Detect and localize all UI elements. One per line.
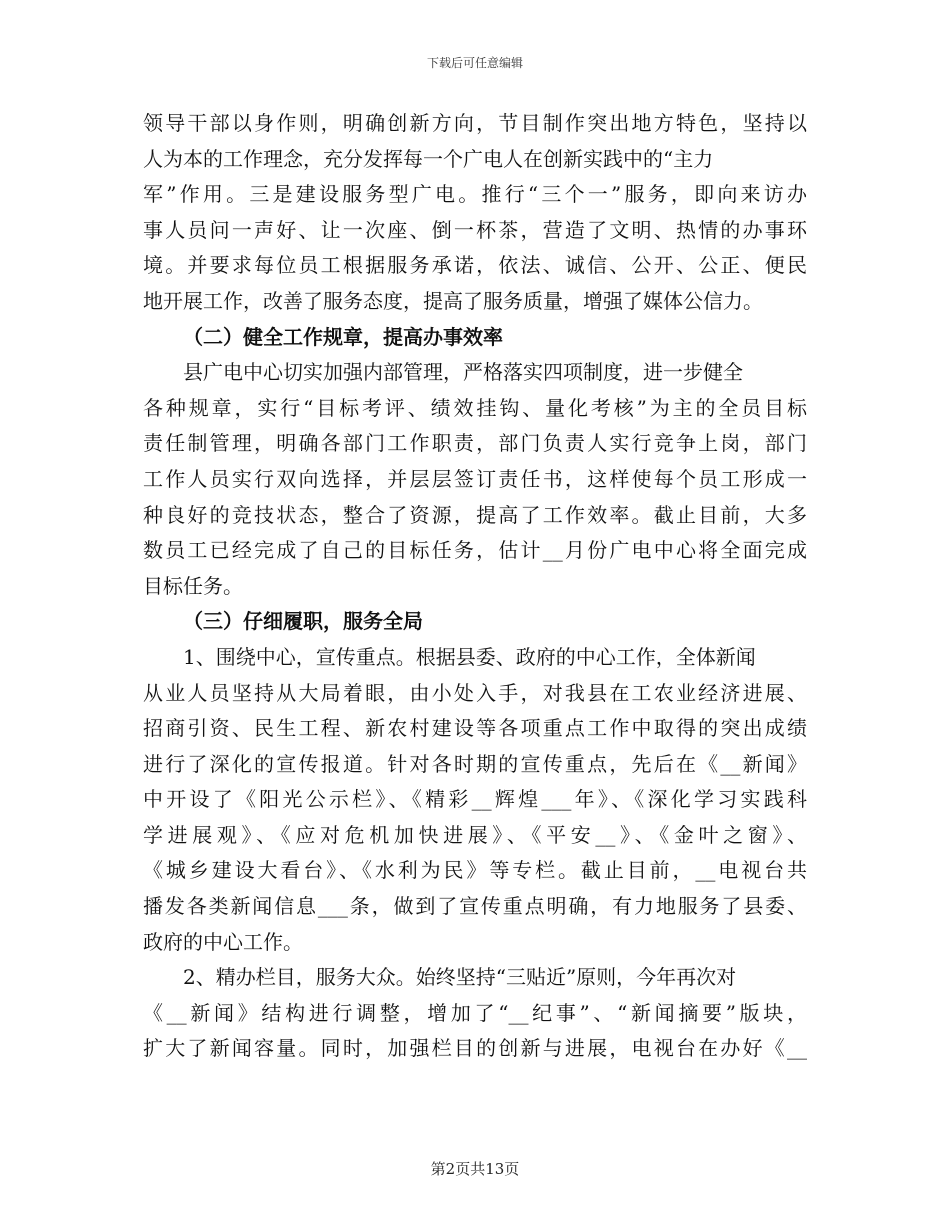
page-header: 下载后可任意编辑 xyxy=(426,56,523,70)
text-line: 领导干部以身作则，明确创新方向，节目制作突出地方特色，坚持以 xyxy=(143,111,807,135)
text-line: 军”作用。三是建设服务型广电。推行“三个一”服务，即向来访办 xyxy=(143,182,807,207)
text-line: 种良好的竞技状态，整合了资源，提高了工作效率。截止目前，大多 xyxy=(143,502,807,527)
text-line: 2、精办栏目，服务大众。始终坚持“三贴近”原则，今年再次对 xyxy=(183,965,737,990)
text-line: 各种规章，实行“目标考评、绩效挂钩、量化考核”为主的全员目标 xyxy=(143,395,807,420)
text-line: 县广电中心切实加强内部管理，严格落实四项制度，进一步健全 xyxy=(183,360,743,385)
text-line: 招商引资、民生工程、新农村建设等各项重点工作中取得的突出成绩 xyxy=(143,716,807,741)
section-heading: （二）健全工作规章，提高办事效率 xyxy=(183,324,503,349)
document-body xyxy=(143,106,807,1067)
text-line: 播发各类新闻信息___条，做到了宣传重点明确，有力地服务了县委、 xyxy=(143,894,807,919)
text-line: 地开展工作，改善了服务态度，提高了服务质量，增强了媒体公信力。 xyxy=(143,288,763,313)
text-line: 事人员问一声好、让一次座、倒一杯茶，营造了文明、热情的办事环 xyxy=(143,217,807,242)
text-line: 目标任务。 xyxy=(143,573,243,598)
text-line: 责任制管理，明确各部门工作职责，部门负责人实行竞争上岗，部门 xyxy=(143,431,807,456)
text-line: 中开设了《阳光公示栏》、《精彩__辉煌___年》、《深化学习实践科 xyxy=(143,787,807,812)
text-line: 进行了深化的宣传报道。针对各时期的宣传重点，先后在《__新闻》 xyxy=(143,751,807,776)
text-line: 《__新闻》结构进行调整，增加了“__纪事”、“新闻摘要”版块， xyxy=(143,1000,807,1025)
text-line: 学进展观》、《应对危机加快进展》、《平安__》、《金叶之窗》、 xyxy=(143,822,807,847)
text-line: 工作人员实行双向选择，并层层签订责任书，这样使每个员工形成一 xyxy=(143,466,807,491)
text-line: 政府的中心工作。 xyxy=(143,929,303,954)
text-line: 境。并要求每位员工根据服务承诺，依法、诚信、公开、公正、便民 xyxy=(143,253,807,278)
text-line: 1、围绕中心，宣传重点。根据县委、政府的中心工作，全体新闻 xyxy=(183,644,756,669)
page-number: 第2页共13页 xyxy=(430,1160,520,1178)
text-line: 数员工已经完成了自己的目标任务，估计__月份广电中心将全面完成 xyxy=(143,538,807,563)
text-line: 扩大了新闻容量。同时，加强栏目的创新与进展，电视台在办好《__ xyxy=(143,1036,807,1061)
text-line: 从业人员坚持从大局着眼，由小处入手，对我县在工农业经济进展、 xyxy=(143,680,807,705)
text-line: 《城乡建设大看台》、《水利为民》等专栏。截止目前，__电视台共 xyxy=(143,858,807,883)
text-line: 人为本的工作理念，充分发挥每一个广电人在创新实践中的“主力 xyxy=(143,146,714,171)
section-heading: （三）仔细履职，服务全局 xyxy=(183,609,423,634)
